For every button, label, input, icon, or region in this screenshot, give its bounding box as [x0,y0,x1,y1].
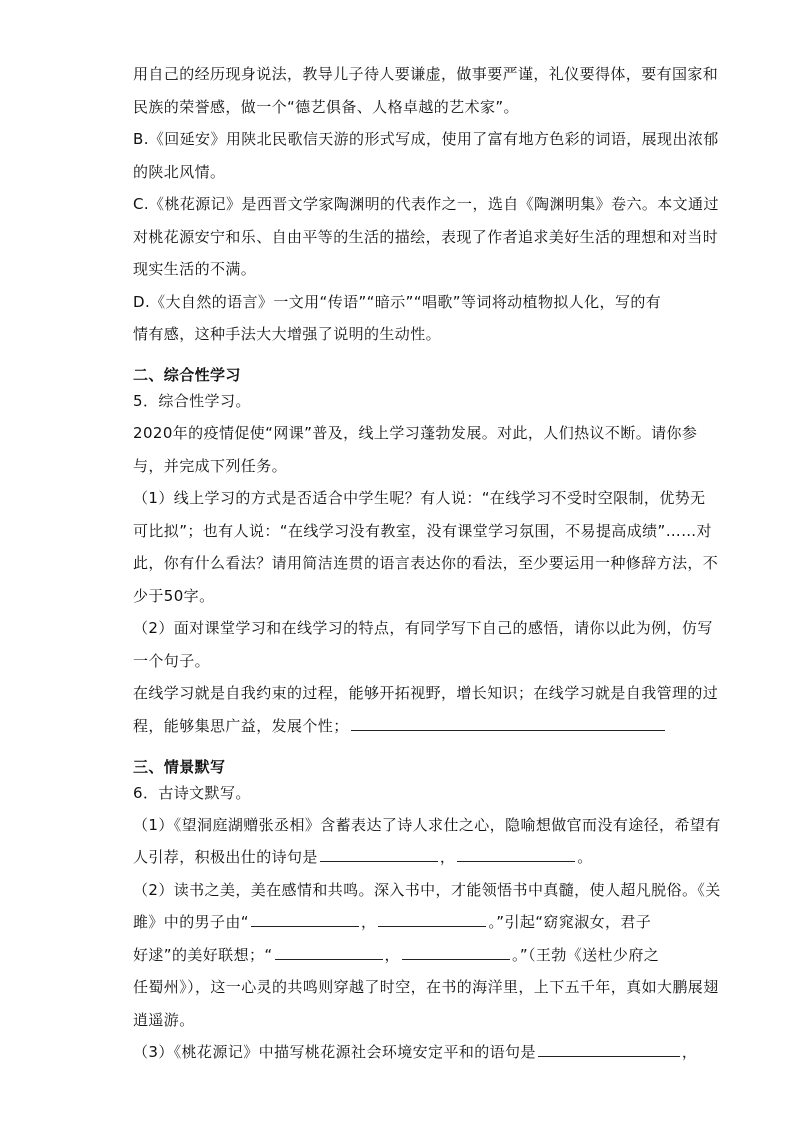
comma: ， [439,848,456,866]
poem1-line [133,847,593,867]
answer-blank[interactable] [320,847,438,862]
poem1-prompt: 人引荐，积极出仕的诗句是 [133,848,318,866]
section-heading-2: 二、综合性学习 [133,366,241,384]
task1-line: 可比拟”；也有人说：“在线学习没有教室，没有课堂学习氛围，不易提高成绩”……对 [133,522,712,540]
q4-text-line: 民族的荣誉感，做一个“德艺俱备、人格卓越的艺术家”。 [133,98,519,116]
option-c-line: 对桃花源安宁和乐、自由平等的生活的描绘，表现了作者追求美好生活的理想和对当时 [133,228,719,246]
poem1-line: （1）《望洞庭湖赠张丞相》含蓄表达了诗人求仕之心，隐喻想做官而没有途径，希望有 [133,816,721,834]
task2-line: 一个句子。 [133,652,211,670]
task1-line: （1）线上学习的方式是否适合中学生呢？有人说：“在线学习不受时空限制，优势无 [133,489,706,507]
option-d-line: D.《大自然的语言》一文用“传语”“暗示”“唱歌”等词将动植物拟人化，写的有 [133,293,662,311]
answer-blank[interactable] [251,912,359,927]
poem2-line: （2）读书之美，美在感情和共鸣。深入书中，才能领悟书中真髓，使人超凡脱俗。《关 [133,881,721,899]
q6-title: 6．古诗文默写。 [133,784,251,802]
section-heading-3: 三、情景默写 [133,758,226,776]
comma: ， [384,946,400,964]
comma: ， [681,1043,698,1061]
poem2-line [133,945,659,965]
answer-blank[interactable] [457,847,575,862]
poem2-line: 任蜀州》），这一心灵的共鸣则穿越了时空，在书的海洋里，上下五千年，真如大鹏展翅 [133,978,719,996]
task1-line: 少于50字。 [133,587,215,605]
option-b-line: 的陕北风情。 [133,163,226,181]
example-line: 在线学习就是自我约束的过程，能够开拓视野，增长知识；在线学习就是自我管理的过 [133,684,719,702]
answer-blank[interactable] [351,716,665,731]
answer-blank[interactable] [538,1042,680,1057]
option-c-line: 现实生活的不满。 [133,260,257,278]
task1-line: 此，你有什么看法？请用简洁连贯的语言表达你的看法，至少要运用一种修辞方法，不 [133,554,719,572]
answer-blank[interactable] [378,912,486,927]
period: 。 [577,848,593,866]
answer-blank[interactable] [275,945,383,960]
q5-intro-line: 与，并完成下列任务。 [133,457,288,475]
answer-blank[interactable] [402,945,510,960]
task2-line: （2）面对课堂学习和在线学习的特点，有同学写下自己的感悟，请你以此为例，仿写 [133,619,713,637]
poem2-line [133,912,651,932]
example-text: 程，能够集思广益，发展个性； [133,717,349,735]
poem2-text: 。”引起“窈窕淑女，君子 [488,913,652,931]
option-b-line: B.《回延安》用陕北民歌信天游的形式写成，使用了富有地方色彩的词语，展现出浓郁 [133,130,719,148]
comma: ， [360,913,377,931]
option-c-line: C.《桃花源记》是西晋文学家陶渊明的代表作之一，选自《陶渊明集》卷六。本文通过 [133,195,719,213]
poem2-text: 。”（王勃《送杜少府之 [511,946,660,964]
poem2-text: 雎》中的男子由“ [133,913,249,931]
q5-title: 5．综合性学习。 [133,392,251,410]
poem2-text: 好逑”的美好联想；“ [133,946,273,964]
poem3-prompt: （3）《桃花源记》中描写桃花源社会环境安定平和的语句是 [133,1043,536,1061]
q4-text-line: 用自己的经历现身说法，教导儿子待人要谦虚，做事要严谨，礼仪要得体，要有国家和 [133,65,719,83]
q5-intro-line: 2020年的疫情促使“网课”普及，线上学习蓬勃发展。对此，人们热议不断。请你参 [133,424,698,442]
poem3-line [133,1042,697,1062]
example-line [133,716,667,736]
poem2-line: 逍遥游。 [133,1011,195,1029]
option-d-line: 情有感，这种手法大大增强了说明的生动性。 [133,325,442,343]
